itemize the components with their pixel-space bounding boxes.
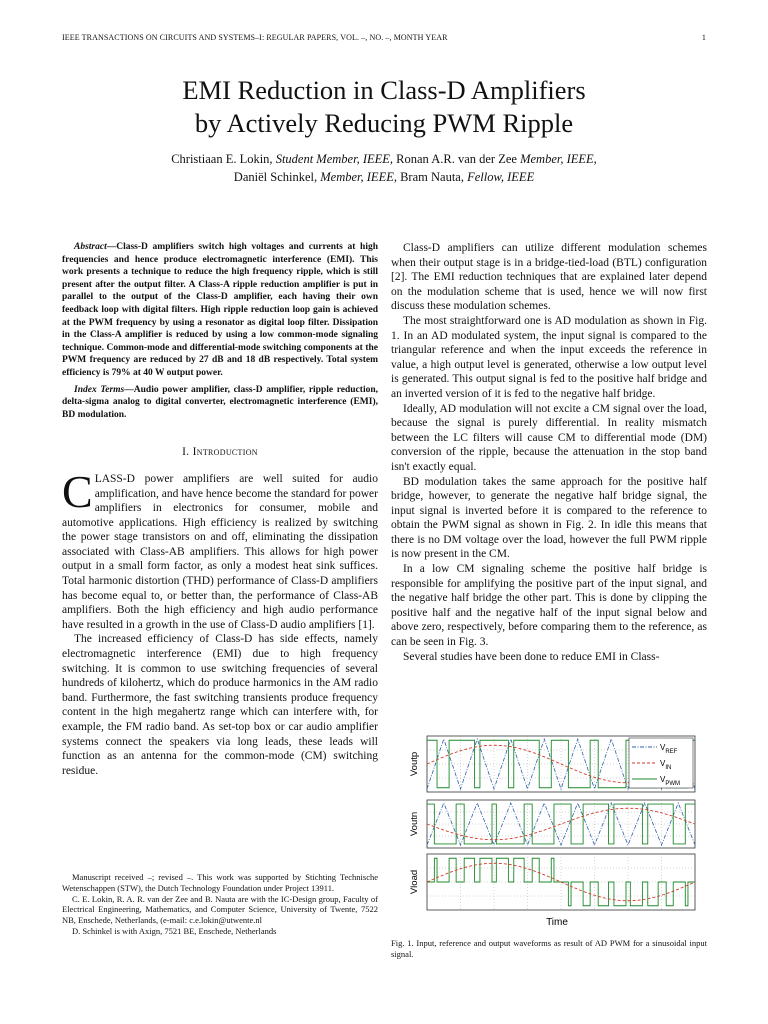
plot-panel	[409, 800, 695, 848]
author-role: Fellow, IEEE	[467, 169, 535, 184]
plot-panel	[409, 854, 695, 910]
author-role: Member, IEEE,	[320, 169, 397, 184]
body-paragraph: BD modulation takes the same approach for the positive half bridge, however, to generate the negative half bridge signal, the input signal is inverted before it is compared to the reference to obtain the PWM signal as shown in Fig. 2. In idle this means that there is no DM voltage over the load, however the full PWM ripple is now present in the CM.	[391, 475, 707, 561]
abstract-label: Abstract	[74, 242, 107, 252]
plot-legend	[629, 738, 693, 788]
body-paragraph: In a low CM signaling scheme the positive half bridge is responsible for amplifying the positive part of the input signal, and the negative half bridge the other part. This is done by clipping the positive half and the negative half of the input signal below and above zero, respectively, before comparing them to the reference, as can be seen in Fig. 3.	[391, 563, 707, 649]
waveform-plot	[387, 722, 709, 934]
panel-label: Voutp	[409, 751, 420, 777]
index-terms-label: Index Terms	[74, 384, 125, 395]
paper-title	[0, 74, 768, 140]
author-role: Member, IEEE,	[520, 152, 597, 166]
intro-paragraph-1	[62, 465, 378, 633]
footnote-affiliation: C. E. Lokin, R. A. R. van der Zee and B. Nauta are with the IC-Design group, Faculty of Electrical Engineering, Mathematics, and Computer Science, University of Twente, 7522 NB, Enschede, Netherlands, (e-mail: c.e.lokin@utwente.nl	[62, 893, 378, 926]
body-paragraph: Several studies have been done to reduce EMI in Class-	[403, 650, 660, 663]
intro-text: power amplifiers are well suited for audio amplification, and have hence become the standard for power amplifiers in electronics for consumer, mobile and automotive applications. High efficiency is realized by switching the power stage transistors on and off, eliminating the dissipation associated with Class-AB amplifiers. This allows for high power output in a small form factor, as only a modest heat sink suffices. Total harmonic distortion (THD) performance of Class-D amplifiers has become equal to, or better than, the performance of Class-AB amplifiers. Both the high efficiency and high audio performance have resulted in a growth in the use of Class-D audio amplifiers [1].	[62, 472, 378, 631]
author-name: Daniël Schinkel,	[233, 169, 318, 184]
index-terms	[62, 384, 378, 422]
author-name: Bram Nauta,	[400, 169, 464, 184]
footnote-received: Manuscript received –; revised –. This work was supported by Stichting Technische Wetenschappen (STW), the Dutch Technology Foundation under Project 13911.	[62, 872, 378, 893]
legend-entry: $V_{REF}$	[660, 743, 678, 755]
abstract	[62, 241, 378, 380]
right-column	[391, 241, 707, 664]
footnote-axign: D. Schinkel is with Axign, 7521 BE, Enschede, Netherlands	[72, 925, 277, 936]
intro-paragraph-2: The increased efficiency of Class-D has side effects, namely electromagnetic interference (EMI) due to high frequency switching. It is common to use switching frequencies of several hundreds of kilohertz, which do produce harmonics in the AM radio band. Furthermore, the fast switching transients produce frequency content in the high megahertz range which can interfere with, for example, the FM radio band. As set-top box or car audio amplifier systems connect the speakers via long leads, these leads will function as an antenna for the common-mode (CM) switching residue.	[62, 633, 378, 777]
running-header	[62, 33, 706, 42]
panel-label: Voutn	[409, 811, 420, 837]
body-paragraph: Class-D amplifiers can utilize different modulation schemes when their output stage is in a bridge-tied-load (BTL) configuration [2]. The EMI reduction techniques that are explained later depend on the modulation scheme that is used, hence we will now first discuss these modulation schemes.	[391, 242, 707, 313]
title-line-1: EMI Reduction in Class-D Amplifiers	[182, 75, 586, 105]
author-line-2	[0, 169, 768, 187]
footnotes	[62, 872, 378, 937]
legend-entry: $V_{PWM}$	[660, 775, 681, 787]
abstract-text: —Class-D amplifiers switch high voltages and currents at high frequencies and hence produce electromagnetic interference (EMI). This work presents a technique to reduce the high frequency ripple, which is still present after the output filter. A Class-A ripple reduction amplifier is put in parallel to the output of the Class-D amplifier, each having their own feedback loop with digital filters. High ripple reduction loop gain is achieved at the PWM frequency by using a resonator as digital loop filter. Dissipation in the Class-A amplifier is reduced by using a low common-mode signaling technique. Common-mode and differential-mode switching components at the PWM frequency are reduced by 27 dB and 18 dB respectively. Total system efficiency is 79% at 40 W output power.	[62, 242, 378, 378]
author-list	[0, 151, 768, 186]
intro-lead: LASS-D	[94, 472, 135, 485]
panel-label: Vload	[409, 869, 420, 895]
series-vin	[427, 863, 695, 901]
author-role: Student Member, IEEE,	[275, 152, 394, 166]
author-name: Ronan A.R. van der Zee	[396, 152, 517, 166]
body-paragraph: Ideally, AD modulation will not excite a CM signal over the load, because the signal is purely differential. In reality mismatch between the LC filters will cause CM to differential mode (DM) conversion of the ripple, because the attenuation in the stop band isn't exactly equal.	[391, 402, 707, 473]
section-title: Introduction	[192, 446, 258, 459]
author-line-1	[0, 151, 768, 169]
journal-header: IEEE TRANSACTIONS ON CIRCUITS AND SYSTEMS–I: REGULAR PAPERS, VOL. –, NO. –, MONTH YEAR	[62, 33, 448, 42]
figure-1	[387, 722, 709, 934]
section-heading	[62, 445, 378, 460]
body-paragraph: The most straightforward one is AD modulation as shown in Fig. 1. In an AD modulated system, the input signal is compared to the triangular reference and when the input exceeds the reference in value, a high output level is generated, otherwise a low output level is generated. This output signal is fed to the positive half bridge and an inverted version of it is fed to the negative half bridge.	[391, 314, 707, 400]
title-line-2: by Actively Reducing PWM Ripple	[194, 108, 574, 138]
legend-entry: $V_{IN}$	[660, 759, 672, 771]
figure-caption: Fig. 1. Input, reference and output waveforms as result of AD PWM for a sinusoidal input signal.	[391, 938, 707, 959]
section-number: I.	[182, 446, 190, 459]
drop-cap: C	[62, 465, 93, 517]
page-number: 1	[701, 33, 706, 42]
author-name: Christiaan E. Lokin,	[171, 152, 273, 166]
x-axis-label: Time	[546, 917, 568, 928]
index-terms-text: —Audio power amplifier, class-D amplifier, ripple reduction, delta-sigma analog to digital converter, electromagnetic interference (EMI), BD modulation.	[62, 384, 378, 420]
left-column	[62, 241, 378, 778]
